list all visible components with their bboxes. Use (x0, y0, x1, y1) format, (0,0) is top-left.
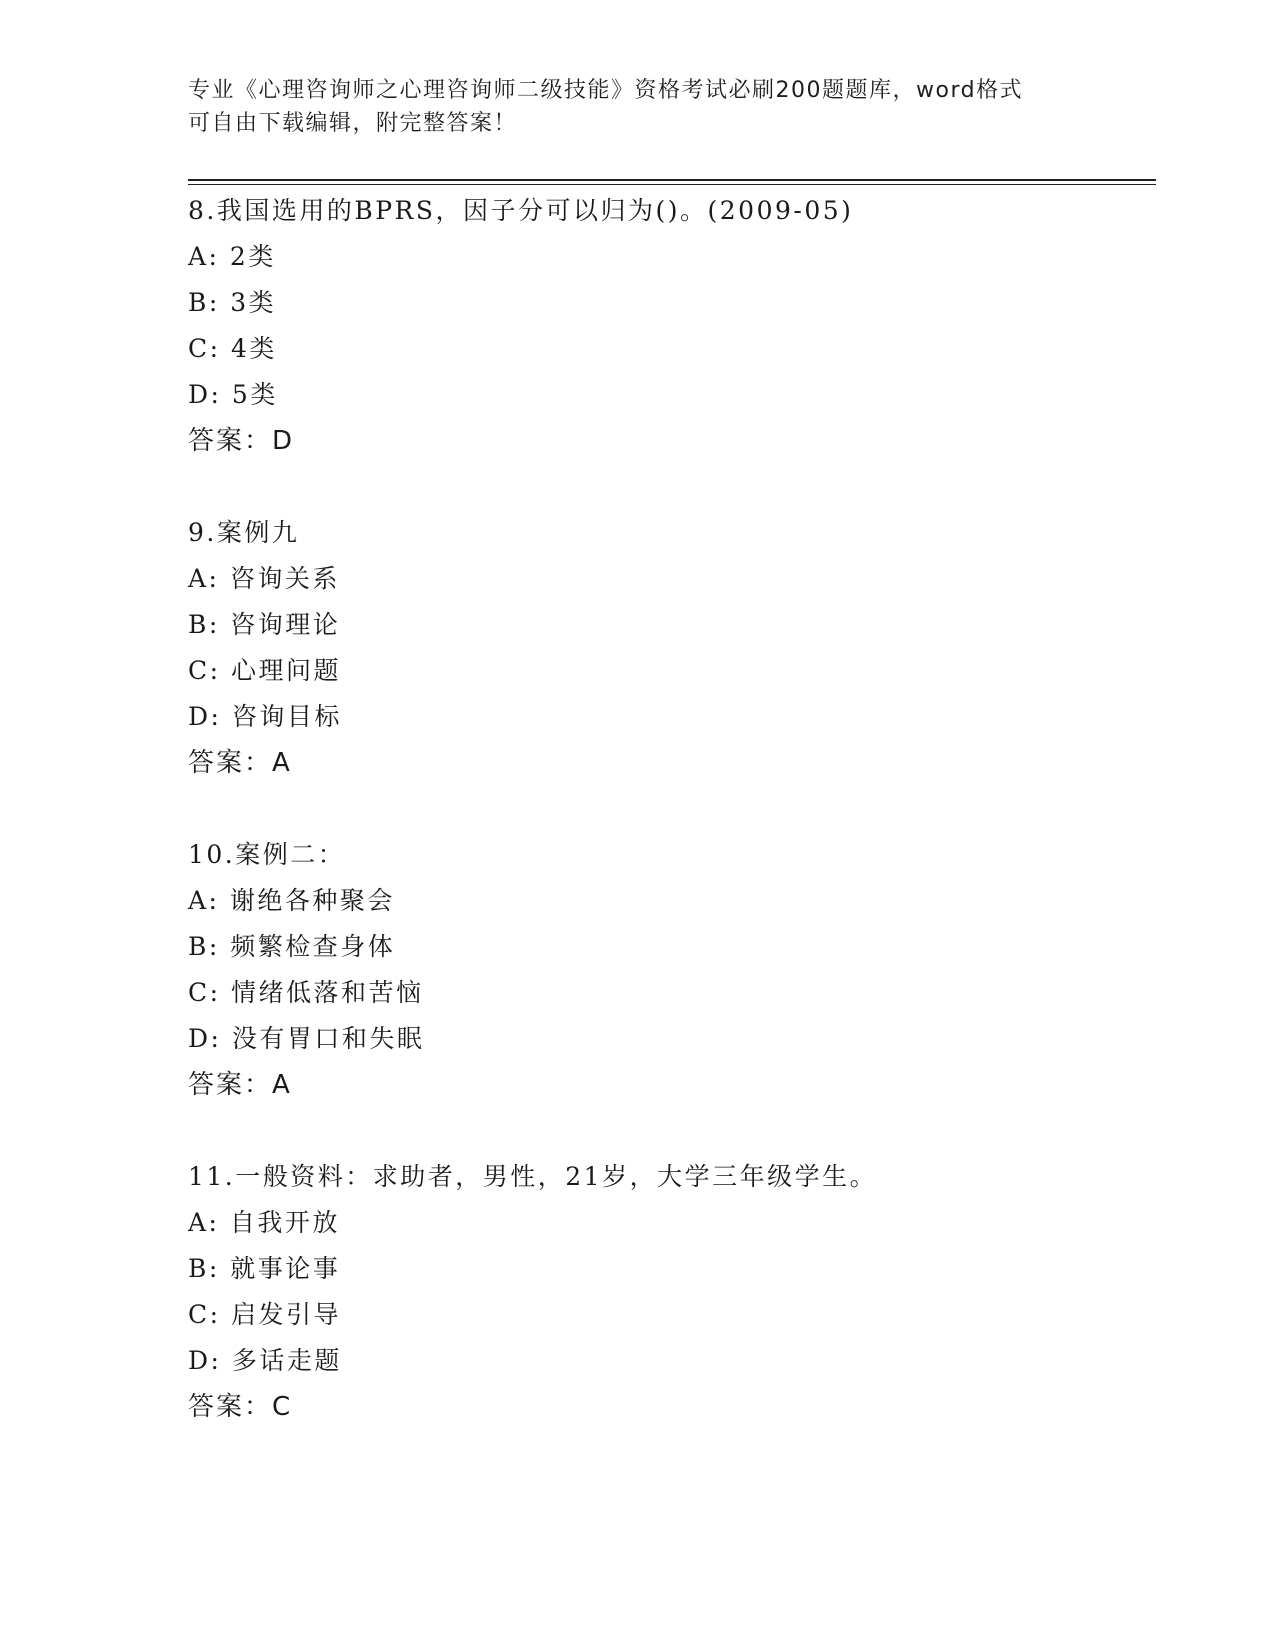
question-list (188, 188, 1148, 1476)
option-b: B: 3类 (188, 288, 277, 317)
option-a: A: 自我开放 (188, 1208, 340, 1237)
question-title: 11.一般资料：求助者，男性，21岁，大学三年级学生。 (188, 1162, 878, 1191)
question-11 (188, 1154, 1148, 1430)
question-9 (188, 510, 1148, 786)
header-divider-top (188, 179, 1156, 181)
answer-line: 答案：D (188, 426, 295, 456)
question-title: 9.案例九 (188, 518, 300, 547)
option-a: A: 2类 (188, 242, 276, 271)
question-title: 8.我国选用的BPRS，因子分可以归为()。(2009-05) (188, 196, 854, 225)
question-8 (188, 188, 1148, 464)
option-a: A: 谢绝各种聚会 (188, 886, 395, 915)
answer-line: 答案：A (188, 1070, 292, 1100)
option-b: B: 就事论事 (188, 1254, 341, 1283)
question-title: 10.案例二： (188, 840, 346, 869)
header-line-2: 可自由下载编辑，附完整答案！ (188, 111, 518, 136)
option-d: D: 多话走题 (188, 1346, 342, 1375)
option-a: A: 咨询关系 (188, 564, 340, 593)
question-10 (188, 832, 1148, 1108)
option-c: C: 4类 (188, 334, 277, 363)
answer-line: 答案：C (188, 1392, 293, 1422)
option-b: B: 频繁检查身体 (188, 932, 396, 961)
document-header (188, 74, 1088, 140)
option-d: D: 5类 (188, 380, 278, 409)
option-c: C: 心理问题 (188, 656, 341, 685)
header-line-1: 专业《心理咨询师之心理咨询师二级技能》资格考试必刷200题题库，word格式 (188, 78, 1024, 103)
option-c: C: 情绪低落和苦恼 (188, 978, 424, 1007)
option-d: D: 咨询目标 (188, 702, 342, 731)
option-d: D: 没有胃口和失眠 (188, 1024, 425, 1053)
option-c: C: 启发引导 (188, 1300, 341, 1329)
answer-line: 答案：A (188, 748, 292, 778)
header-divider-bottom (188, 184, 1156, 185)
option-b: B: 咨询理论 (188, 610, 341, 639)
